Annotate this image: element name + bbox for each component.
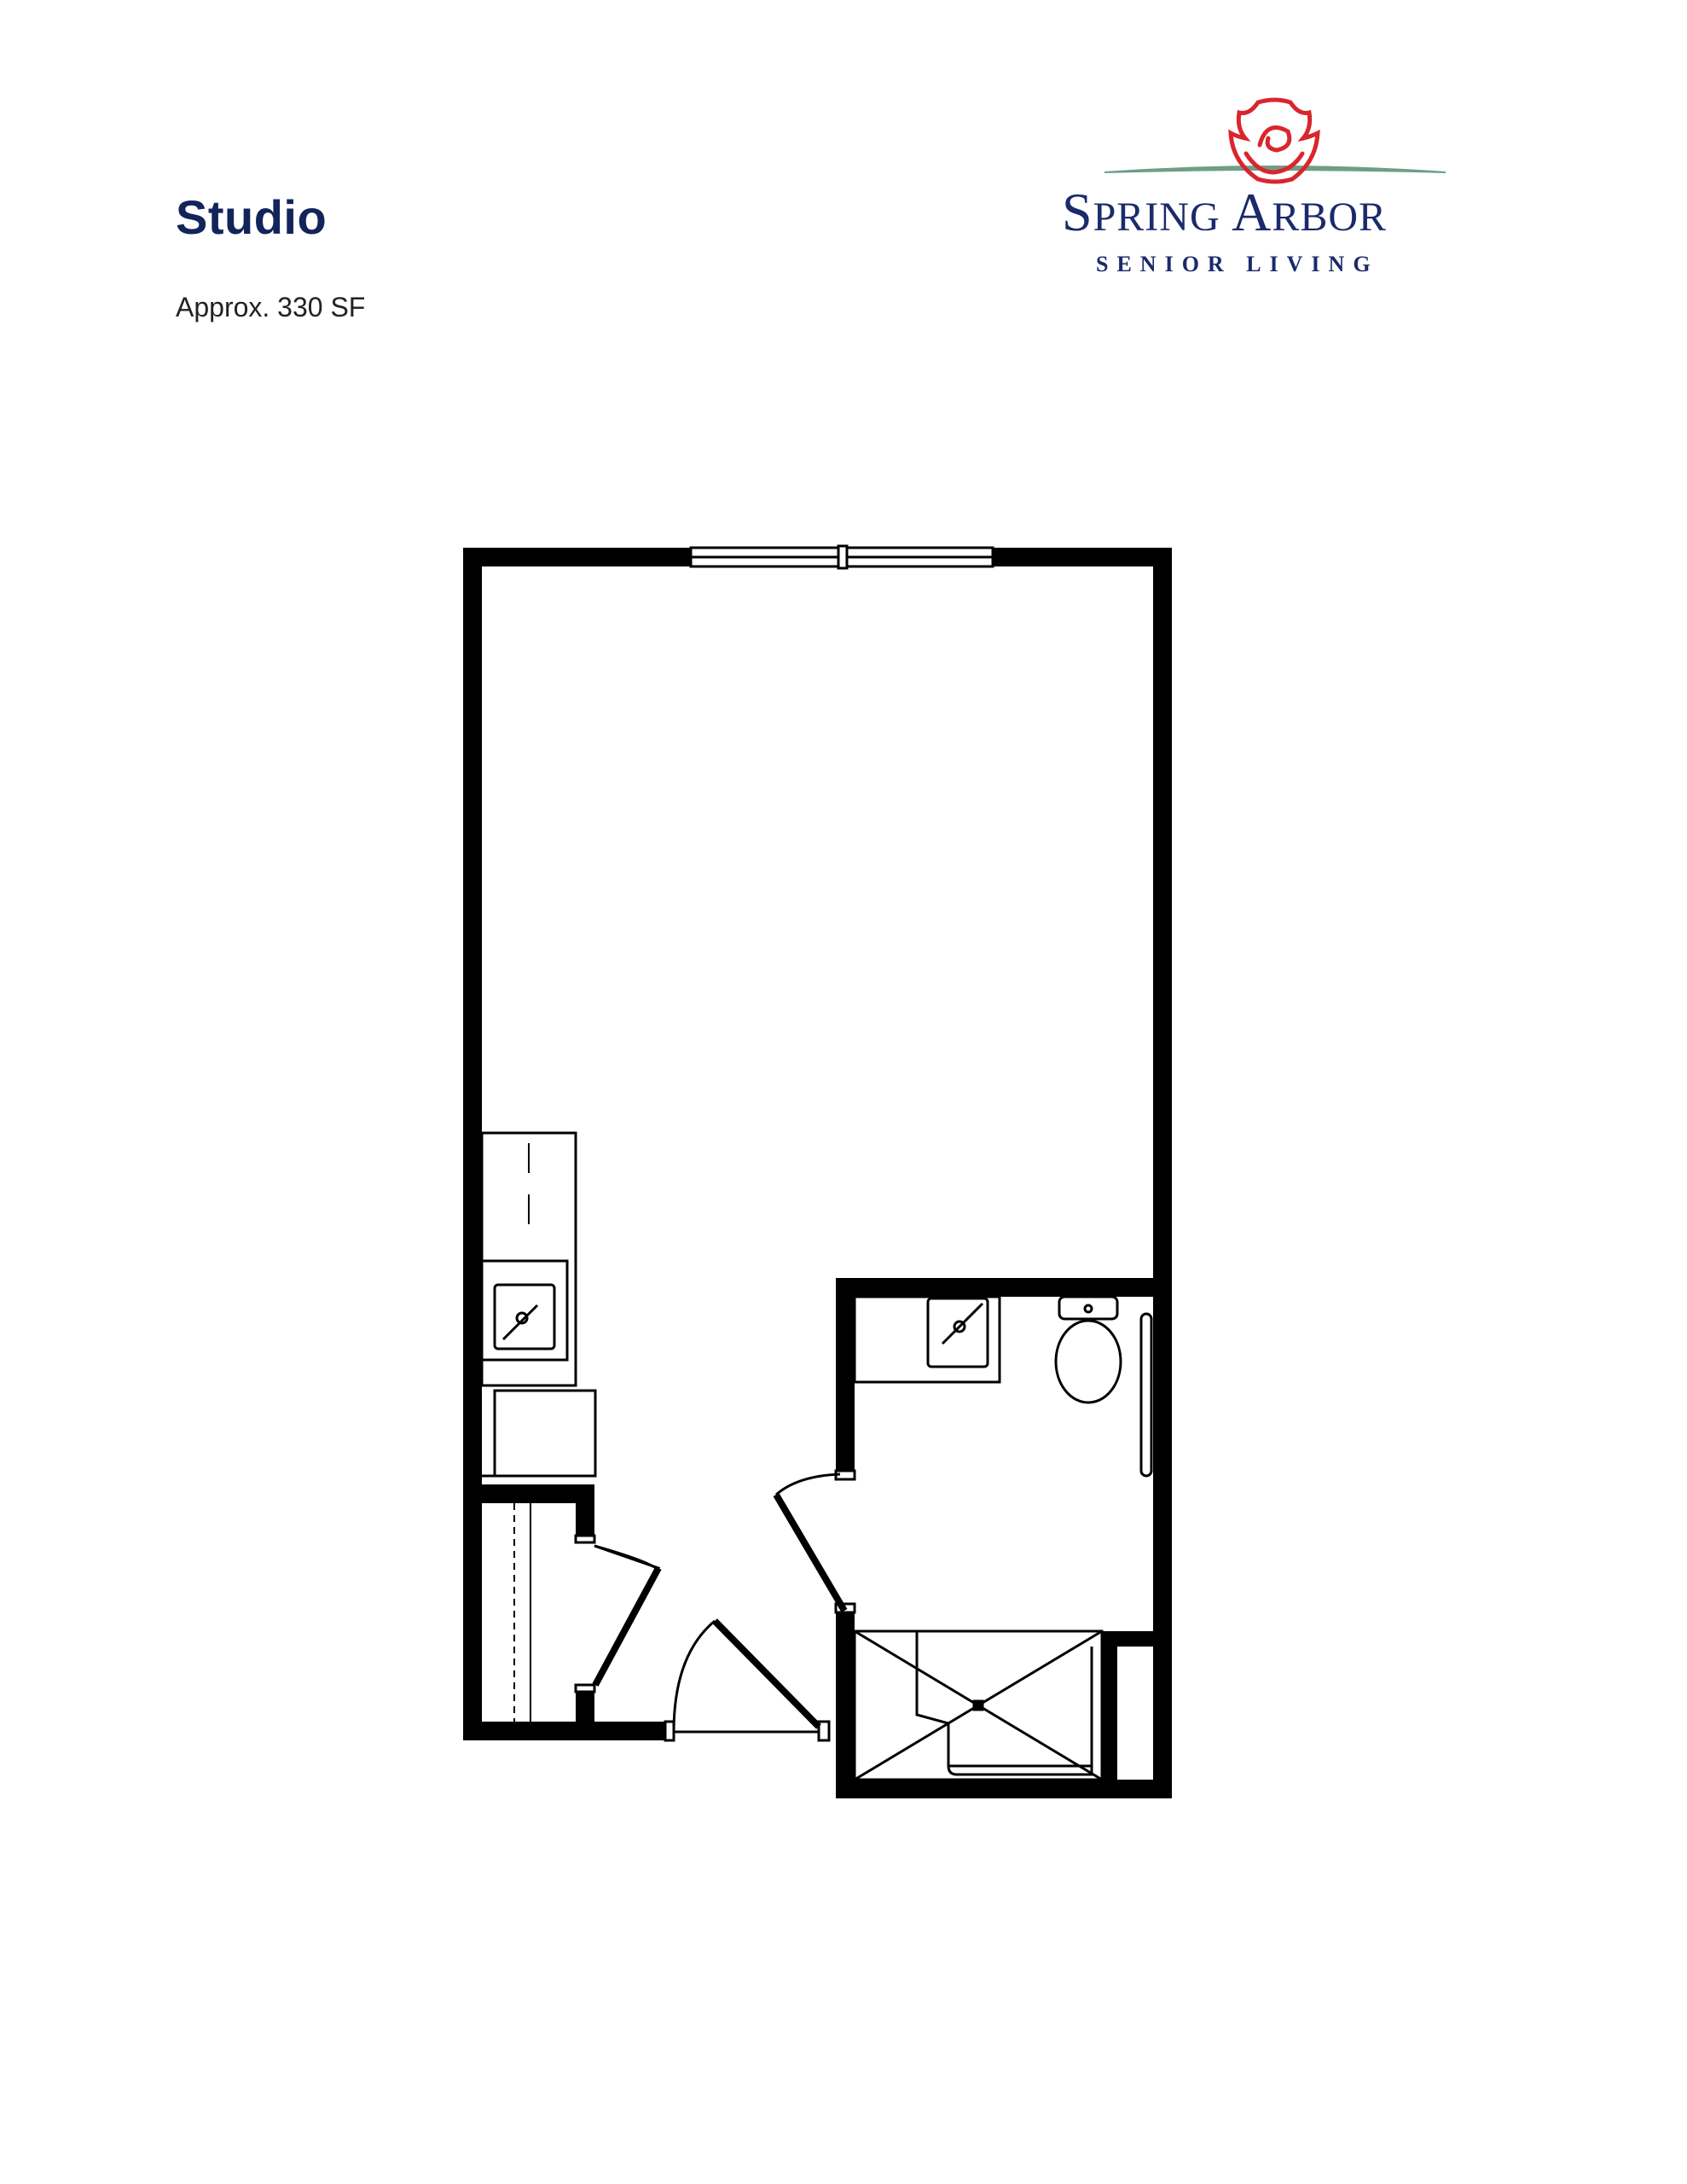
grab-bar	[1141, 1314, 1151, 1476]
bathroom-sink-icon	[855, 1297, 1000, 1382]
shower	[855, 1631, 1102, 1780]
toilet-icon	[1056, 1297, 1121, 1403]
svg-text:SPRING ARBOR: SPRING ARBOR	[1062, 182, 1388, 242]
bathroom-linen-closet	[1102, 1631, 1162, 1781]
svg-text:SENIOR LIVING: SENIOR LIVING	[1096, 252, 1379, 276]
page-title: Studio	[176, 190, 328, 244]
bathroom-door	[776, 1471, 855, 1612]
area-label: Approx. 330 SF	[176, 292, 366, 322]
closet-door	[576, 1536, 658, 1692]
closet	[463, 1484, 594, 1736]
exterior-walls	[463, 548, 1172, 1798]
refrigerator	[482, 1391, 595, 1476]
entry-door	[665, 1621, 829, 1740]
window	[691, 546, 993, 568]
kitchen-sink-icon	[482, 1261, 567, 1360]
closet-rod	[514, 1503, 530, 1722]
